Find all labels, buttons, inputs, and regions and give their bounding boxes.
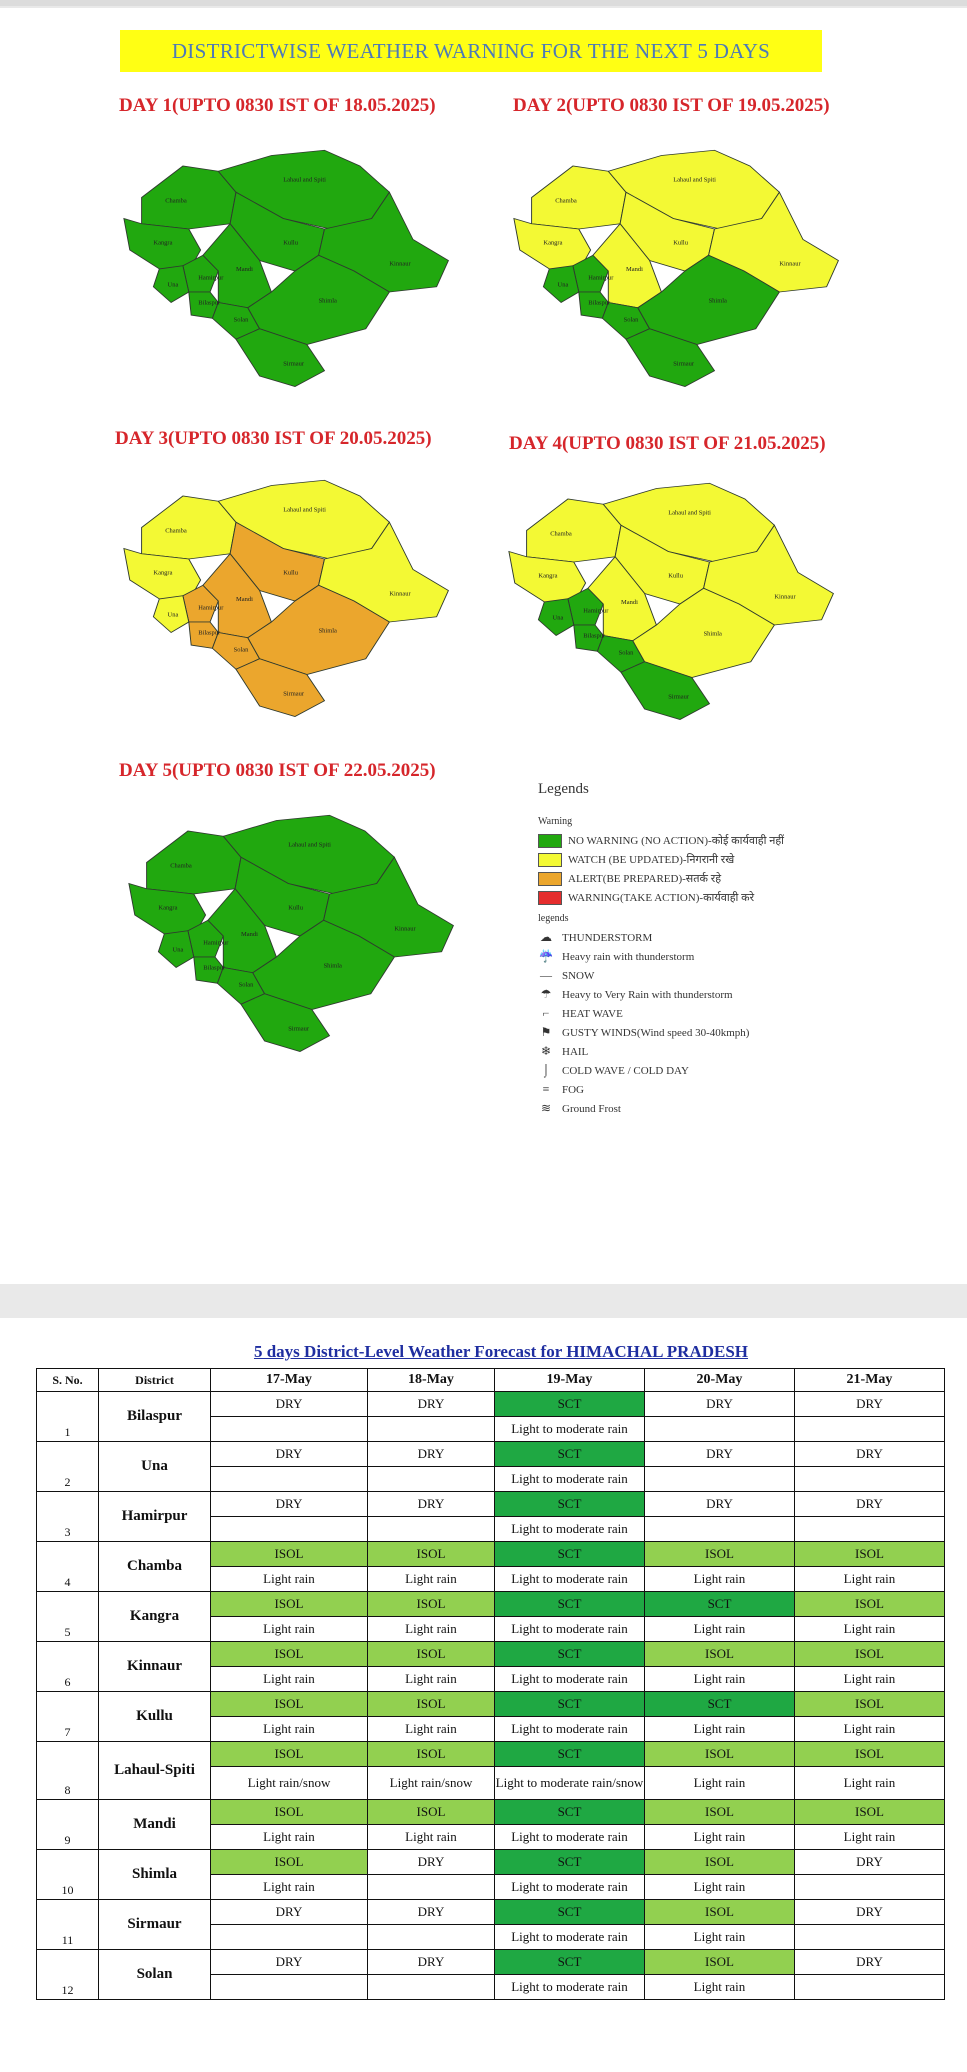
forecast-description-cell: Light to moderate rain bbox=[495, 1825, 645, 1850]
legend-row-warning: WARNING(TAKE ACTION)-कार्यवाही करे bbox=[538, 888, 868, 907]
row-district: Kinnaur bbox=[99, 1642, 211, 1692]
forecast-category-cell: DRY bbox=[368, 1900, 495, 1925]
forecast-category-cell: SCT bbox=[495, 1850, 645, 1875]
forecast-category-cell: ISOL bbox=[645, 1900, 795, 1925]
forecast-category-cell: DRY bbox=[795, 1442, 945, 1467]
forecast-description-cell bbox=[211, 1975, 368, 2000]
district-label: Kullu bbox=[673, 240, 688, 247]
forecast-category-cell: ISOL bbox=[795, 1800, 945, 1825]
table-row bbox=[37, 1642, 945, 1667]
forecast-description-cell: Light rain bbox=[645, 1825, 795, 1850]
district-label: Solan bbox=[618, 650, 634, 657]
forecast-category-cell: SCT bbox=[495, 1642, 645, 1667]
forecast-description-cell bbox=[368, 1875, 495, 1900]
forecast-description-cell: Light rain bbox=[368, 1667, 495, 1692]
day2-title: DAY 2(UPTO 0830 IST OF 19.05.2025) bbox=[513, 95, 830, 116]
forecast-category-cell: DRY bbox=[645, 1392, 795, 1417]
table-row bbox=[37, 1800, 945, 1825]
row-sno: 3 bbox=[37, 1492, 99, 1542]
heat-wave-icon: ⌐ bbox=[542, 1006, 550, 1020]
row-sno: 11 bbox=[37, 1900, 99, 1950]
district-label: Mandi bbox=[241, 932, 258, 938]
forecast-category-cell: ISOL bbox=[645, 1542, 795, 1567]
row-district: Mandi bbox=[99, 1800, 211, 1850]
header-day: 18-May bbox=[368, 1369, 495, 1392]
forecast-description-cell: Light rain bbox=[211, 1875, 368, 1900]
forecast-category-cell: ISOL bbox=[211, 1642, 368, 1667]
header-day: 19-May bbox=[495, 1369, 645, 1392]
forecast-category-cell: DRY bbox=[795, 1392, 945, 1417]
forecast-category-cell: DRY bbox=[211, 1392, 368, 1417]
forecast-description-cell: Light rain bbox=[795, 1825, 945, 1850]
district-label: Shimla bbox=[318, 298, 337, 305]
legend-warning-label: Warning bbox=[538, 816, 573, 827]
forecast-panel bbox=[0, 1318, 967, 2072]
forecast-category-cell: DRY bbox=[795, 1492, 945, 1517]
district-label: Kangra bbox=[158, 905, 178, 912]
district-label: Bilaspur bbox=[203, 965, 226, 972]
forecast-category-cell: SCT bbox=[495, 1900, 645, 1925]
district-label: Lahaul and Spiti bbox=[673, 177, 716, 184]
forecast-description-cell: Light rain bbox=[645, 1875, 795, 1900]
forecast-category-cell: DRY bbox=[368, 1442, 495, 1467]
forecast-category-cell: ISOL bbox=[645, 1950, 795, 1975]
forecast-category-cell: SCT bbox=[645, 1592, 795, 1617]
forecast-description-cell bbox=[211, 1467, 368, 1492]
forecast-category-cell: ISOL bbox=[211, 1800, 368, 1825]
row-sno: 1 bbox=[37, 1392, 99, 1442]
header-day: 20-May bbox=[645, 1369, 795, 1392]
forecast-description-cell: Light rain bbox=[211, 1717, 368, 1742]
forecast-description-cell: Light rain bbox=[645, 1717, 795, 1742]
district-label: Solan bbox=[623, 317, 639, 324]
district-label: Kangra bbox=[543, 240, 563, 247]
legend-symbol-label: Heavy to Very Rain with thunderstorm bbox=[562, 988, 733, 1001]
district-label: Shimla bbox=[703, 631, 722, 638]
district-label: Kangra bbox=[538, 573, 558, 580]
legend-symbol-row bbox=[538, 985, 868, 1004]
fog-icon: ≡ bbox=[542, 1082, 550, 1096]
day4-title: DAY 4(UPTO 0830 IST OF 21.05.2025) bbox=[509, 433, 826, 454]
heavy-rain-thunderstorm-icon: ☔ bbox=[538, 949, 554, 963]
day1-map bbox=[110, 133, 470, 393]
forecast-description-cell bbox=[795, 1925, 945, 1950]
row-district: Bilaspur bbox=[99, 1392, 211, 1442]
thunderstorm-icon: ☁ bbox=[540, 930, 552, 944]
forecast-description-cell: Light rain bbox=[795, 1767, 945, 1800]
district-label: Sirmaur bbox=[668, 694, 690, 701]
row-sno: 10 bbox=[37, 1850, 99, 1900]
warning-banner: DISTRICTWISE WEATHER WARNING FOR THE NEXT 5 DAYS bbox=[120, 30, 822, 72]
table-header-row bbox=[37, 1369, 945, 1392]
forecast-category-cell: SCT bbox=[495, 1950, 645, 1975]
district-label: Lahaul and Spiti bbox=[283, 507, 326, 514]
forecast-description-cell bbox=[795, 1975, 945, 2000]
forecast-category-cell: ISOL bbox=[211, 1850, 368, 1875]
district-label: Chamba bbox=[555, 198, 577, 205]
forecast-description-cell bbox=[795, 1517, 945, 1542]
row-sno: 4 bbox=[37, 1542, 99, 1592]
table-row bbox=[37, 1542, 945, 1567]
forecast-category-cell: ISOL bbox=[211, 1742, 368, 1767]
top-divider bbox=[0, 0, 967, 6]
legend-symbol-row bbox=[538, 1023, 868, 1042]
forecast-category-cell: ISOL bbox=[368, 1642, 495, 1667]
day2-map bbox=[500, 133, 860, 393]
row-district: Sirmaur bbox=[99, 1900, 211, 1950]
forecast-description-cell: Light rain bbox=[795, 1667, 945, 1692]
forecast-description-cell: Light to moderate rain bbox=[495, 1925, 645, 1950]
legend-symbol-label: FOG bbox=[562, 1083, 585, 1096]
forecast-category-cell: SCT bbox=[495, 1442, 645, 1467]
row-district: Lahaul-Spiti bbox=[99, 1742, 211, 1800]
forecast-description-cell: Light rain bbox=[211, 1617, 368, 1642]
forecast-category-cell: ISOL bbox=[645, 1850, 795, 1875]
district-label: Chamba bbox=[550, 531, 572, 538]
forecast-description-cell bbox=[368, 1517, 495, 1542]
district-label: Mandi bbox=[236, 267, 253, 273]
very-heavy-rain-icon: ☂ bbox=[540, 987, 552, 1001]
forecast-category-cell: DRY bbox=[211, 1442, 368, 1467]
row-sno: 8 bbox=[37, 1742, 99, 1800]
district-label: Sirmaur bbox=[283, 691, 305, 698]
legend-symbols bbox=[538, 928, 868, 1118]
forecast-description-cell: Light to moderate rain bbox=[495, 1617, 645, 1642]
forecast-category-cell: ISOL bbox=[645, 1800, 795, 1825]
district-label: Hamirpur bbox=[583, 608, 609, 615]
district-label: Chamba bbox=[165, 198, 187, 205]
forecast-description-cell: Light to moderate rain bbox=[495, 1417, 645, 1442]
forecast-category-cell: ISOL bbox=[368, 1742, 495, 1767]
header-district: District bbox=[99, 1369, 211, 1392]
forecast-category-cell: ISOL bbox=[795, 1542, 945, 1567]
forecast-category-cell: SCT bbox=[495, 1742, 645, 1767]
legend-symbol-label: COLD WAVE / COLD DAY bbox=[562, 1064, 689, 1077]
table-row bbox=[37, 1392, 945, 1417]
forecast-category-cell: ISOL bbox=[795, 1592, 945, 1617]
forecast-category-cell: DRY bbox=[368, 1850, 495, 1875]
forecast-category-cell: ISOL bbox=[795, 1642, 945, 1667]
legend-symbol-label: Heavy rain with thunderstorm bbox=[562, 950, 695, 963]
forecast-description-cell: Light rain bbox=[645, 1767, 795, 1800]
row-sno: 7 bbox=[37, 1692, 99, 1742]
gusty-winds-icon: ⚑ bbox=[540, 1025, 552, 1039]
district-label: Solan bbox=[238, 982, 254, 989]
forecast-category-cell: ISOL bbox=[645, 1642, 795, 1667]
header-sno: S. No. bbox=[37, 1369, 99, 1392]
district-label: Shimla bbox=[318, 628, 337, 635]
yellow-swatch bbox=[538, 853, 562, 867]
warning-maps-panel bbox=[0, 8, 967, 1284]
table-row bbox=[37, 1442, 945, 1467]
table-row bbox=[37, 1592, 945, 1617]
district-label: Solan bbox=[233, 317, 249, 324]
forecast-category-cell: DRY bbox=[211, 1900, 368, 1925]
forecast-description-cell: Light rain bbox=[645, 1975, 795, 2000]
legend-symbol-row bbox=[538, 1004, 868, 1023]
forecast-description-cell: Light rain bbox=[645, 1925, 795, 1950]
district-label: Bilaspur bbox=[583, 633, 606, 640]
forecast-table bbox=[36, 1368, 945, 2000]
day3-title: DAY 3(UPTO 0830 IST OF 20.05.2025) bbox=[115, 428, 432, 449]
district-label: Hamirpur bbox=[203, 940, 229, 947]
forecast-category-cell: DRY bbox=[368, 1950, 495, 1975]
district-label: Solan bbox=[233, 647, 249, 654]
district-label: Mandi bbox=[621, 600, 638, 606]
forecast-description-cell: Light rain bbox=[795, 1617, 945, 1642]
forecast-category-cell: DRY bbox=[368, 1392, 495, 1417]
forecast-description-cell: Light to moderate rain bbox=[495, 1717, 645, 1742]
header-day: 21-May bbox=[795, 1369, 945, 1392]
legend-symbol-label: SNOW bbox=[562, 969, 595, 982]
district-label: Kinnaur bbox=[774, 594, 796, 601]
forecast-description-cell: Light rain bbox=[368, 1567, 495, 1592]
forecast-category-cell: ISOL bbox=[368, 1692, 495, 1717]
district-label: Sirmaur bbox=[673, 361, 695, 368]
forecast-description-cell: Light to moderate rain bbox=[495, 1875, 645, 1900]
table-row bbox=[37, 1950, 945, 1975]
forecast-description-cell: Light rain bbox=[368, 1617, 495, 1642]
day4-map bbox=[495, 466, 855, 726]
forecast-description-cell bbox=[645, 1467, 795, 1492]
legend-symbol-label: GUSTY WINDS(Wind speed 30-40kmph) bbox=[562, 1026, 750, 1039]
forecast-category-cell: DRY bbox=[645, 1492, 795, 1517]
row-sno: 9 bbox=[37, 1800, 99, 1850]
forecast-category-cell: SCT bbox=[645, 1692, 795, 1717]
forecast-category-cell: ISOL bbox=[211, 1542, 368, 1567]
district-label: Kangra bbox=[153, 240, 173, 247]
row-district: Shimla bbox=[99, 1850, 211, 1900]
forecast-category-cell: SCT bbox=[495, 1592, 645, 1617]
legend-symbol-row bbox=[538, 928, 868, 947]
map-legend bbox=[538, 781, 868, 1118]
district-label: Kullu bbox=[668, 573, 683, 580]
forecast-category-cell: SCT bbox=[495, 1542, 645, 1567]
district-label: Kullu bbox=[283, 240, 298, 247]
forecast-description-cell: Light rain bbox=[211, 1667, 368, 1692]
forecast-category-cell: SCT bbox=[495, 1492, 645, 1517]
forecast-category-cell: DRY bbox=[795, 1900, 945, 1925]
forecast-description-cell: Light rain bbox=[795, 1717, 945, 1742]
row-district: Solan bbox=[99, 1950, 211, 2000]
legend-symbol-label: Ground Frost bbox=[562, 1102, 621, 1115]
row-district: Chamba bbox=[99, 1542, 211, 1592]
forecast-description-cell: Light rain/snow bbox=[211, 1767, 368, 1800]
orange-swatch bbox=[538, 872, 562, 886]
district-label: Mandi bbox=[236, 597, 253, 603]
district-label: Kangra bbox=[153, 570, 173, 577]
legend-symbol-row bbox=[538, 1080, 868, 1099]
forecast-description-cell bbox=[368, 1417, 495, 1442]
row-sno: 12 bbox=[37, 1950, 99, 2000]
forecast-description-cell: Light rain bbox=[211, 1825, 368, 1850]
district-label: Sirmaur bbox=[283, 361, 305, 368]
district-label: Una bbox=[167, 612, 179, 619]
district-label: Sirmaur bbox=[288, 1026, 310, 1033]
district-label: Bilaspur bbox=[198, 630, 221, 637]
hail-icon: ❄ bbox=[540, 1044, 552, 1058]
row-district: Hamirpur bbox=[99, 1492, 211, 1542]
forecast-category-cell: DRY bbox=[795, 1850, 945, 1875]
forecast-category-cell: ISOL bbox=[211, 1692, 368, 1717]
forecast-description-cell bbox=[211, 1417, 368, 1442]
district-label: Kinnaur bbox=[394, 926, 416, 933]
forecast-category-cell: DRY bbox=[211, 1950, 368, 1975]
forecast-title: 5 days District-Level Weather Forecast for HIMACHAL PRADESH bbox=[253, 1342, 749, 1361]
district-label: Shimla bbox=[708, 298, 727, 305]
district-label: Hamirpur bbox=[198, 605, 224, 612]
table-row bbox=[37, 1692, 945, 1717]
legend-symbol-label: HAIL bbox=[562, 1045, 589, 1058]
day5-map bbox=[115, 798, 475, 1058]
district-label: Bilaspur bbox=[198, 300, 221, 307]
legend-row-alert: ALERT(BE PREPARED)-सतर्क रहे bbox=[538, 869, 868, 888]
red-swatch bbox=[538, 891, 562, 905]
table-row bbox=[37, 1742, 945, 1767]
forecast-category-cell: DRY bbox=[795, 1950, 945, 1975]
green-swatch bbox=[538, 834, 562, 848]
cold-wave-icon: ⌡ bbox=[542, 1063, 550, 1077]
forecast-description-cell: Light rain bbox=[645, 1567, 795, 1592]
forecast-description-cell: Light to moderate rain bbox=[495, 1975, 645, 2000]
district-label: Una bbox=[552, 615, 564, 622]
district-label: Lahaul and Spiti bbox=[283, 177, 326, 184]
district-label: Lahaul and Spiti bbox=[288, 842, 331, 849]
legend-symbol-row bbox=[538, 947, 868, 966]
forecast-category-cell: SCT bbox=[495, 1800, 645, 1825]
forecast-description-cell: Light rain bbox=[795, 1567, 945, 1592]
district-label: Hamirpur bbox=[198, 275, 224, 282]
forecast-category-cell: ISOL bbox=[795, 1742, 945, 1767]
day3-map bbox=[110, 463, 470, 723]
table-row bbox=[37, 1850, 945, 1875]
forecast-description-cell bbox=[795, 1875, 945, 1900]
snow-icon: — bbox=[540, 968, 552, 982]
forecast-description-cell bbox=[368, 1975, 495, 2000]
district-label: Lahaul and Spiti bbox=[668, 510, 711, 517]
forecast-category-cell: ISOL bbox=[211, 1592, 368, 1617]
district-label: Una bbox=[167, 282, 179, 289]
district-label: Una bbox=[172, 947, 184, 954]
forecast-description-cell bbox=[795, 1467, 945, 1492]
district-label: Kullu bbox=[288, 905, 303, 912]
forecast-description-cell: Light rain bbox=[211, 1567, 368, 1592]
district-label: Mandi bbox=[626, 267, 643, 273]
forecast-description-cell: Light to moderate rain bbox=[495, 1467, 645, 1492]
legend-symbol-row bbox=[538, 1042, 868, 1061]
district-label: Kullu bbox=[283, 570, 298, 577]
forecast-description-cell bbox=[645, 1517, 795, 1542]
legend-row-watch: WATCH (BE UPDATED)-निगरानी रखे bbox=[538, 850, 868, 869]
district-label: Hamirpur bbox=[588, 275, 614, 282]
forecast-description-cell: Light rain bbox=[368, 1825, 495, 1850]
forecast-description-cell: Light to moderate rain bbox=[495, 1517, 645, 1542]
forecast-description-cell: Light to moderate rain bbox=[495, 1567, 645, 1592]
district-label: Bilaspur bbox=[588, 300, 611, 307]
forecast-description-cell bbox=[368, 1467, 495, 1492]
forecast-description-cell: Light rain/snow bbox=[368, 1767, 495, 1800]
forecast-description-cell bbox=[795, 1417, 945, 1442]
legend-row-no-warning: NO WARNING (NO ACTION)-कोई कार्यवाही नहीं bbox=[538, 831, 868, 850]
ground-frost-icon: ≋ bbox=[540, 1101, 552, 1115]
legend-title: Legends bbox=[538, 781, 589, 797]
legend-symbol-label: THUNDERSTORM bbox=[562, 931, 653, 944]
forecast-description-cell: Light to moderate rain/snow bbox=[495, 1767, 645, 1800]
legend-symbols-label: legends bbox=[538, 913, 569, 924]
forecast-description-cell bbox=[368, 1925, 495, 1950]
legend-symbol-label: HEAT WAVE bbox=[562, 1007, 623, 1020]
forecast-description-cell bbox=[211, 1925, 368, 1950]
forecast-category-cell: DRY bbox=[368, 1492, 495, 1517]
forecast-category-cell: DRY bbox=[645, 1442, 795, 1467]
forecast-category-cell: SCT bbox=[495, 1392, 645, 1417]
forecast-category-cell: DRY bbox=[211, 1492, 368, 1517]
day5-title: DAY 5(UPTO 0830 IST OF 22.05.2025) bbox=[119, 760, 436, 781]
row-sno: 2 bbox=[37, 1442, 99, 1492]
district-label: Chamba bbox=[165, 528, 187, 535]
row-sno: 6 bbox=[37, 1642, 99, 1692]
table-row bbox=[37, 1492, 945, 1517]
forecast-description-cell: Light rain bbox=[645, 1667, 795, 1692]
row-district: Una bbox=[99, 1442, 211, 1492]
forecast-category-cell: ISOL bbox=[368, 1542, 495, 1567]
row-district: Kullu bbox=[99, 1692, 211, 1742]
header-day: 17-May bbox=[211, 1369, 368, 1392]
forecast-category-cell: ISOL bbox=[368, 1592, 495, 1617]
forecast-description-cell: Light rain bbox=[645, 1617, 795, 1642]
forecast-description-cell bbox=[645, 1417, 795, 1442]
forecast-description-cell bbox=[211, 1517, 368, 1542]
district-label: Una bbox=[557, 282, 569, 289]
district-label: Chamba bbox=[170, 863, 192, 870]
forecast-category-cell: ISOL bbox=[645, 1742, 795, 1767]
legend-symbol-row bbox=[538, 966, 868, 985]
district-label: Kinnaur bbox=[389, 591, 411, 598]
forecast-category-cell: ISOL bbox=[795, 1692, 945, 1717]
district-label: Kinnaur bbox=[779, 261, 801, 268]
district-label: Kinnaur bbox=[389, 261, 411, 268]
forecast-category-cell: SCT bbox=[495, 1692, 645, 1717]
legend-symbol-row bbox=[538, 1061, 868, 1080]
row-sno: 5 bbox=[37, 1592, 99, 1642]
forecast-category-cell: ISOL bbox=[368, 1800, 495, 1825]
forecast-description-cell: Light to moderate rain bbox=[495, 1667, 645, 1692]
forecast-description-cell: Light rain bbox=[368, 1717, 495, 1742]
legend-symbol-row bbox=[538, 1099, 868, 1118]
day1-title: DAY 1(UPTO 0830 IST OF 18.05.2025) bbox=[119, 95, 436, 116]
row-district: Kangra bbox=[99, 1592, 211, 1642]
district-label: Shimla bbox=[323, 963, 342, 970]
table-row bbox=[37, 1900, 945, 1925]
